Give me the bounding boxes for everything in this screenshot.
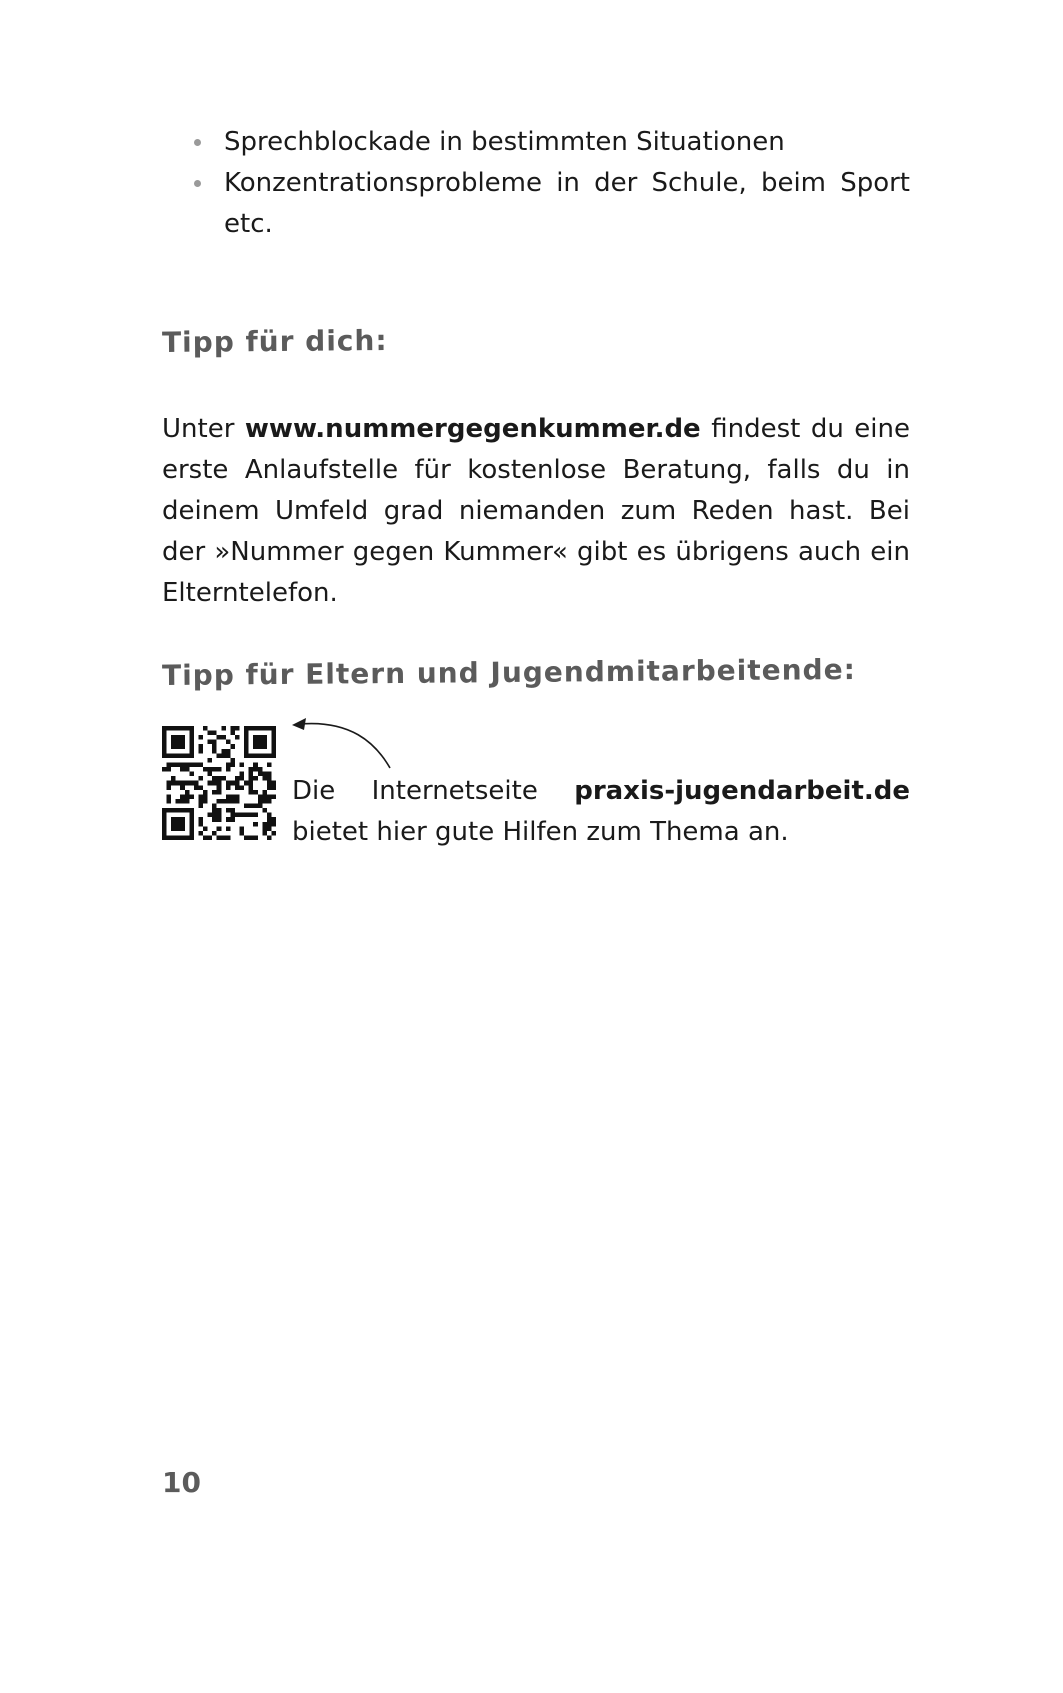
nummer-gegen-kummer-link[interactable]: www.nummergegenkummer.de	[244, 414, 701, 444]
tip-parents-paragraph	[292, 771, 910, 853]
tip-child-heading: Tipp für dich:	[161, 324, 388, 359]
tip-parents-text-after: bietet hier gute Hilfen zum Thema an.	[292, 817, 789, 847]
list-item-text: Konzentrationsprobleme in der Schule, beim Sport etc.	[224, 168, 910, 239]
tip-child-text-before: Unter	[162, 414, 245, 444]
tip-child-paragraph	[162, 409, 910, 614]
tip-parents-text-before: Die Internetseite	[292, 776, 575, 806]
list-item	[190, 163, 910, 245]
tip-parents-heading: Tipp für Eltern und Jugendmitarbeitende:	[161, 652, 856, 693]
qr-code-icon[interactable]	[162, 726, 276, 840]
tip-child-text-after: findest du eine erste Anlaufstelle für kostenlose Beratung, falls du in deinem Umfeld grad niemanden zum Reden hast. Bei der »Nummer gegen Kummer« gibt es übrigens auch ein Elterntelefon.	[162, 414, 910, 608]
praxis-jugendarbeit-link[interactable]: praxis-jugendarbeit.de	[574, 776, 910, 806]
list-item-text: Sprechblockade in bestimmten Situationen	[224, 127, 785, 157]
bullet-dot-icon	[194, 139, 201, 146]
list-item	[190, 122, 910, 163]
curved-arrow-icon	[290, 712, 420, 772]
page-number: 10	[162, 1466, 201, 1499]
bullet-dot-icon	[194, 180, 201, 187]
symptom-list	[190, 122, 910, 245]
